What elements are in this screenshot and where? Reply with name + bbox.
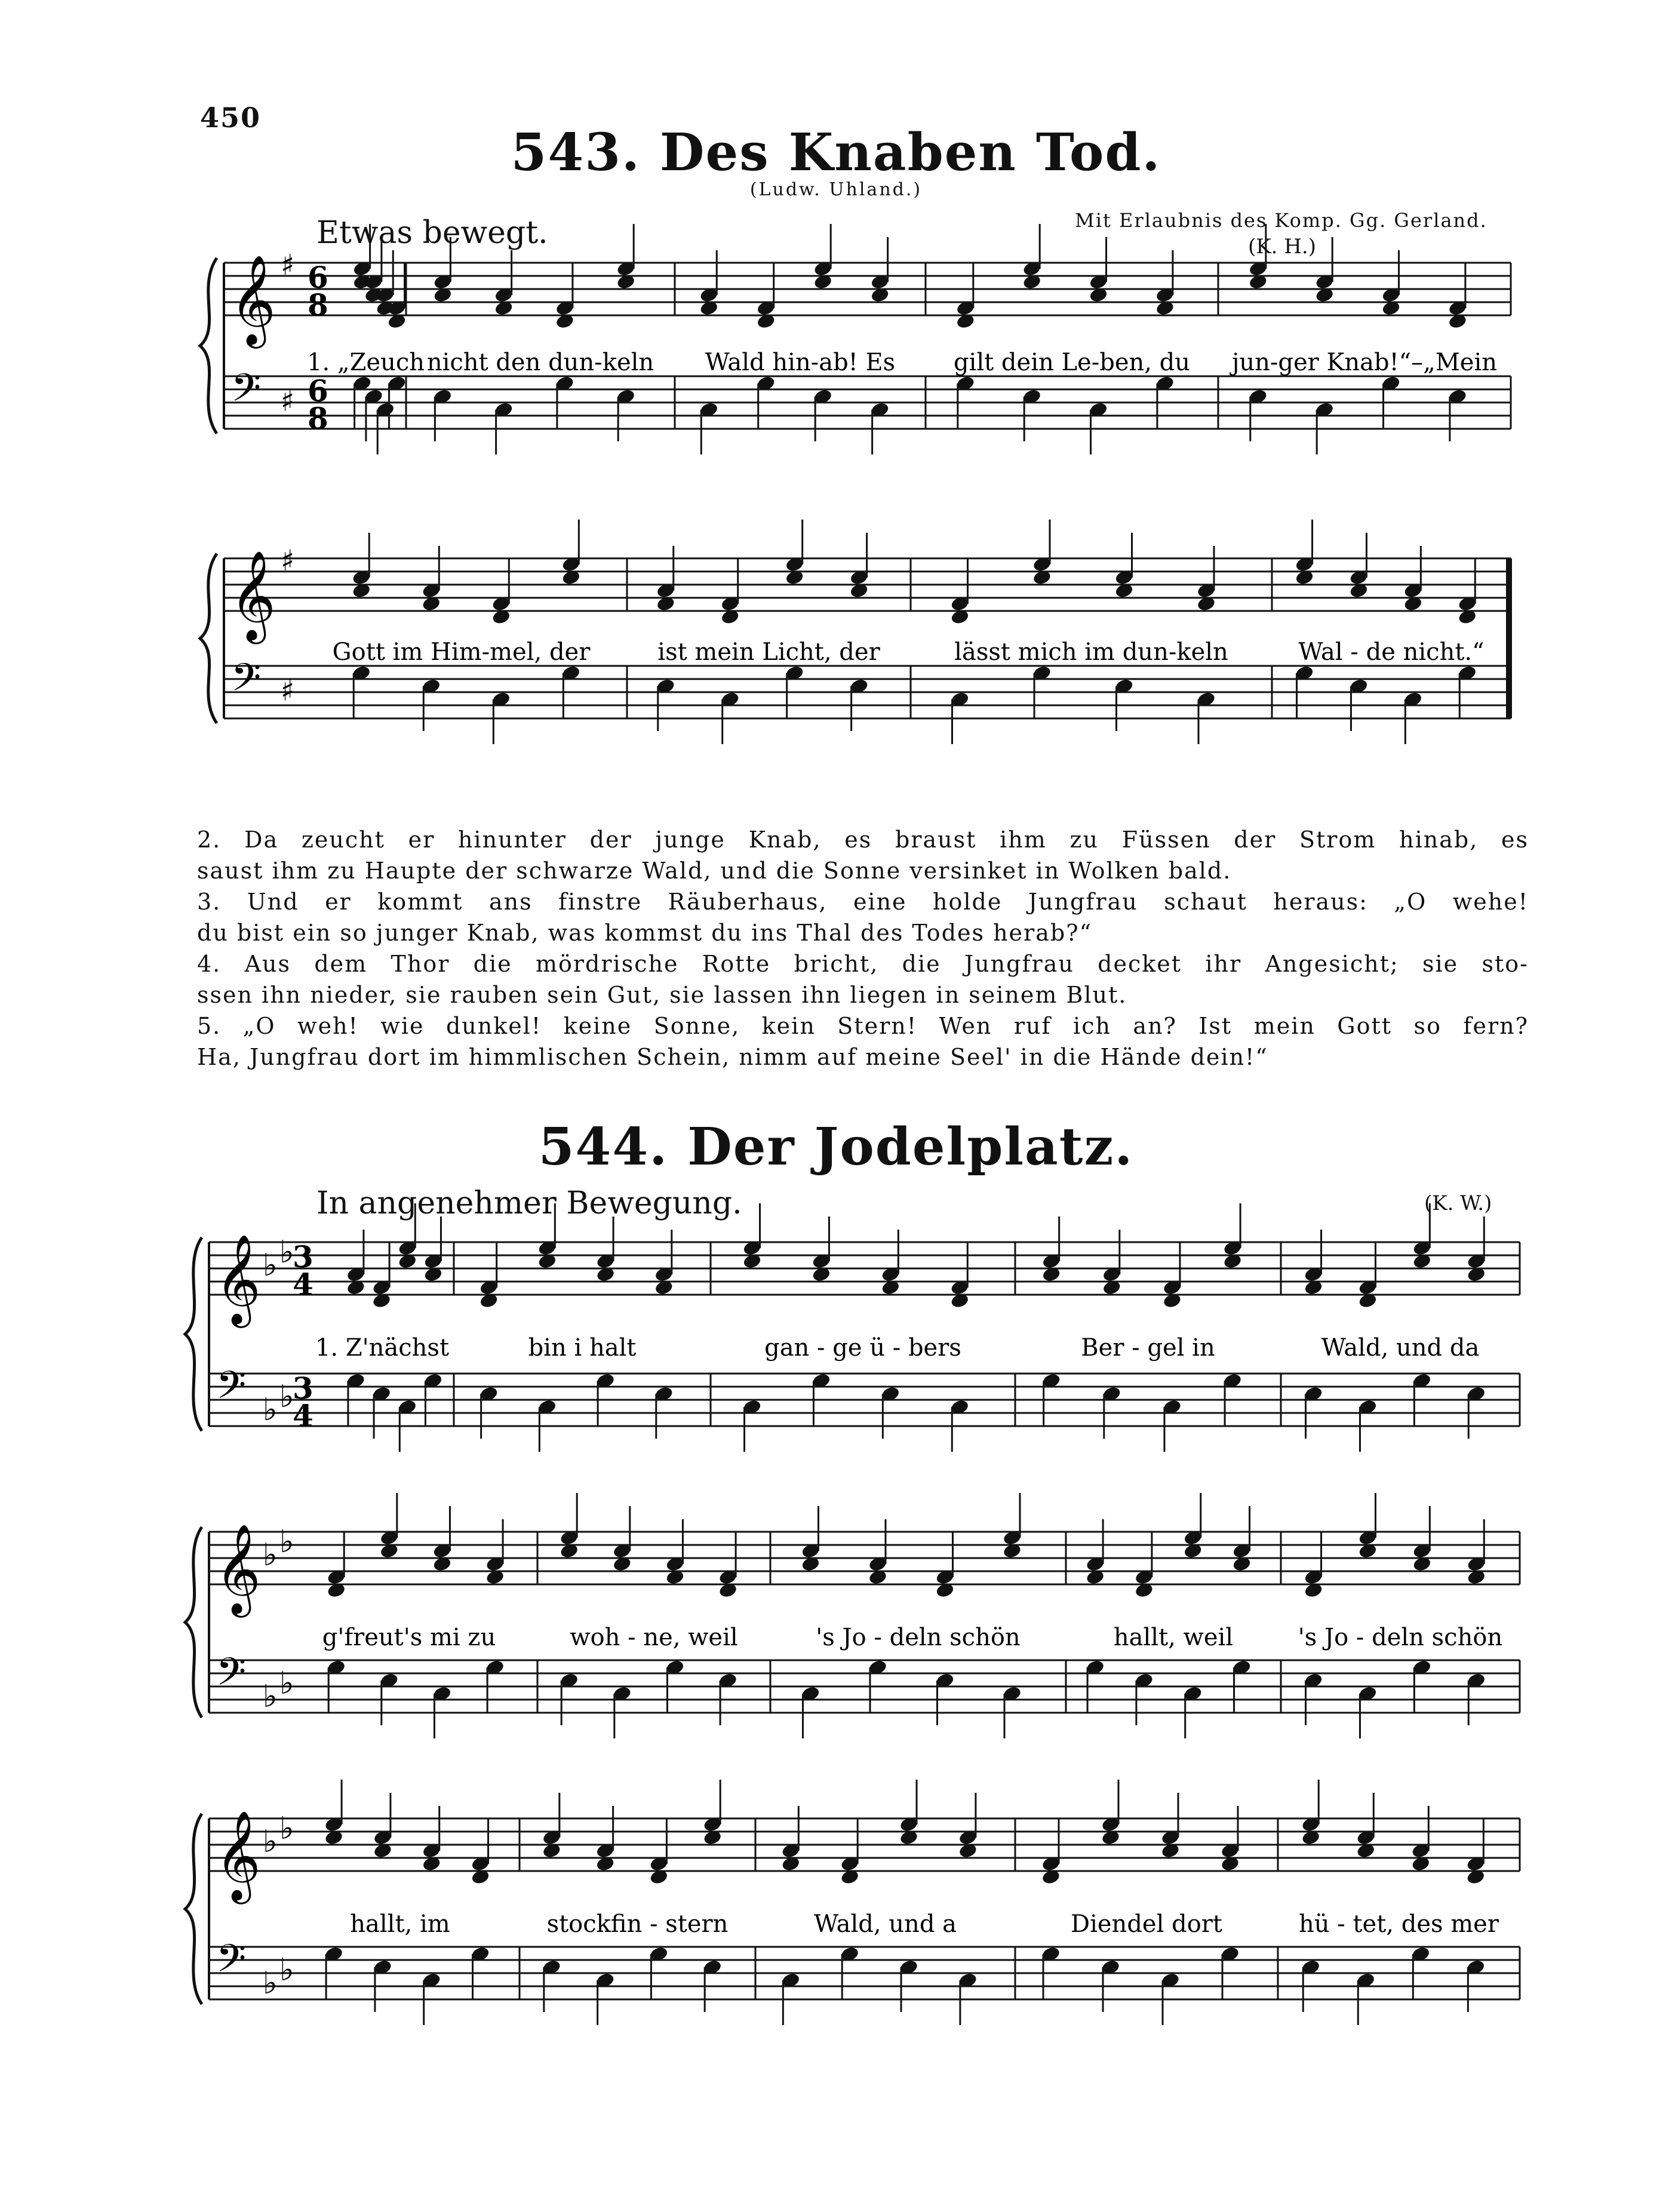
arranger-credit: (K. H.): [1248, 235, 1317, 259]
lyric-text: gilt dein Le-ben, du: [953, 349, 1191, 376]
lyric-text: Ber - gel in: [1081, 1334, 1215, 1362]
key-sharp: ♯: [281, 674, 295, 708]
stanza-line: 2. Da zeucht er hinunter der junge Knab, es braust ihm zu Füssen der Strom hinab, es: [197, 827, 1529, 853]
brace: [185, 1814, 202, 2004]
song-title: 544. Der Jodelplatz.: [538, 1117, 1134, 1177]
key-sharp: ♯: [281, 248, 295, 282]
lyric-text: Wal - de nicht.“: [1298, 638, 1484, 666]
song-title: 543. Des Knaben Tod.: [511, 122, 1161, 183]
key-flat: ♭: [263, 1537, 278, 1573]
bass-clef: 𝄢: [216, 1937, 247, 1990]
additional-stanzas: [197, 824, 1529, 1073]
final-barline: [1506, 558, 1512, 718]
stanza-line: du bist ein so junger Knab, was kommst du ins Thal des Todes herab?“: [197, 920, 1092, 946]
bass-clef: 𝄢: [216, 1650, 247, 1704]
song-poet: (Ludw. Uhland.): [749, 179, 923, 200]
lyric-text: hallt, weil: [1113, 1624, 1234, 1651]
stanza-line: saust ihm zu Haupte der schwarze Wald, und die Sonne versinket in Wolken bald.: [197, 858, 1232, 884]
lyric-text: Wald, und da: [1321, 1334, 1480, 1362]
stanza-line: Ha, Jungfrau dort im himmlischen Schein, nimm auf meine Seel' in die Hände dein!“: [197, 1044, 1268, 1070]
treble-clef: 𝄞: [215, 1809, 261, 1900]
lyric-text: 's Jo - deln schön: [1298, 1624, 1503, 1651]
time-signature: 8: [308, 401, 328, 436]
tempo-marking: In angenehmer Bewegung.: [316, 1185, 742, 1221]
brace: [185, 1237, 202, 1431]
time-signature: 4: [293, 1398, 314, 1433]
tempo-marking: Etwas bewegt.: [316, 215, 548, 251]
treble-clef: 𝄞: [215, 1233, 261, 1324]
time-signature: 6: [308, 260, 328, 295]
key-flat: ♭: [279, 1524, 294, 1560]
lyric-text: stockfin - stern: [546, 1910, 729, 1938]
lyric-text: gan - ge ü - bers: [764, 1334, 961, 1362]
brace: [200, 258, 217, 434]
key-flat: ♭: [279, 1666, 294, 1701]
time-signature: 6: [308, 373, 328, 408]
lyric-text: Diendel dort: [1071, 1910, 1222, 1938]
time-signature: 4: [293, 1267, 314, 1302]
bass-clef: 𝄢: [216, 1363, 247, 1417]
stanza-line: ssen ihn nieder, sie rauben sein Gut, sie lassen ihn liegen in seinem Blut.: [197, 982, 1127, 1008]
bass-clef: 𝄢: [231, 366, 262, 420]
lyric-text: hü - tet, des mer: [1299, 1910, 1499, 1938]
lyric-text: bin i halt: [528, 1334, 637, 1362]
key-sharp: ♯: [281, 544, 295, 577]
lyric-text: g'freut's mi zu: [322, 1624, 496, 1651]
key-flat: ♭: [263, 1965, 278, 2001]
key-flat: ♭: [263, 1248, 278, 1283]
key-flat: ♭: [279, 1379, 294, 1415]
lyric-text: 1. „Zeuch: [307, 349, 425, 376]
lyric-text: nicht den dun-keln: [426, 349, 654, 376]
lyric-text: lässt mich im dun-keln: [954, 638, 1228, 666]
key-flat: ♭: [279, 1952, 294, 1988]
key-flat: ♭: [263, 1679, 278, 1715]
lyric-text: hallt, im: [350, 1910, 450, 1938]
treble-clef: 𝄞: [230, 549, 276, 640]
stanza-line: 3. Und er kommt ans finstre Räuberhaus, eine holde Jungfrau schaut heraus: „O wehe!: [197, 889, 1529, 915]
stanza-line: 4. Aus dem Thor die mördrische Rotte bricht, die Jungfrau decket ihr Angesicht; sie sto-: [197, 951, 1529, 977]
treble-clef: 𝄞: [215, 1523, 261, 1614]
brace: [185, 1527, 202, 1718]
key-flat: ♭: [263, 1392, 278, 1428]
lyric-text: Wald, und a: [813, 1910, 957, 1938]
brace: [200, 554, 217, 723]
key-flat: ♭: [279, 1811, 294, 1847]
key-sharp: ♯: [281, 385, 295, 418]
time-signature: 8: [308, 287, 328, 322]
lyric-text: jun-ger Knab!“–„Mein: [1231, 349, 1498, 376]
page-number: 450: [200, 102, 262, 134]
stanza-line: 5. „O weh! wie dunkel! keine Sonne, kein Stern! Wen ruf ich an? Ist mein Gott so fern?: [197, 1013, 1529, 1039]
treble-clef: 𝄞: [230, 254, 276, 345]
lyric-text: 's Jo - deln schön: [816, 1624, 1021, 1651]
time-signature: 3: [293, 1371, 314, 1406]
bass-clef: 𝄢: [231, 656, 262, 709]
composer-credit: Mit Erlaubnis des Komp. Gg. Gerland.: [1075, 209, 1487, 232]
lyric-text: ist mein Licht, der: [657, 638, 880, 666]
lyric-text: woh - ne, weil: [570, 1624, 738, 1651]
time-signature: 3: [293, 1239, 314, 1274]
arranger-credit: (K. W.): [1424, 1191, 1492, 1215]
key-flat: ♭: [279, 1234, 294, 1270]
lyric-text: Gott im Him-mel, der: [332, 638, 591, 666]
lyric-text: 1. Z'nächst: [315, 1334, 450, 1362]
key-flat: ♭: [263, 1824, 278, 1860]
lyric-text: Wald hin-ab! Es: [705, 349, 896, 376]
